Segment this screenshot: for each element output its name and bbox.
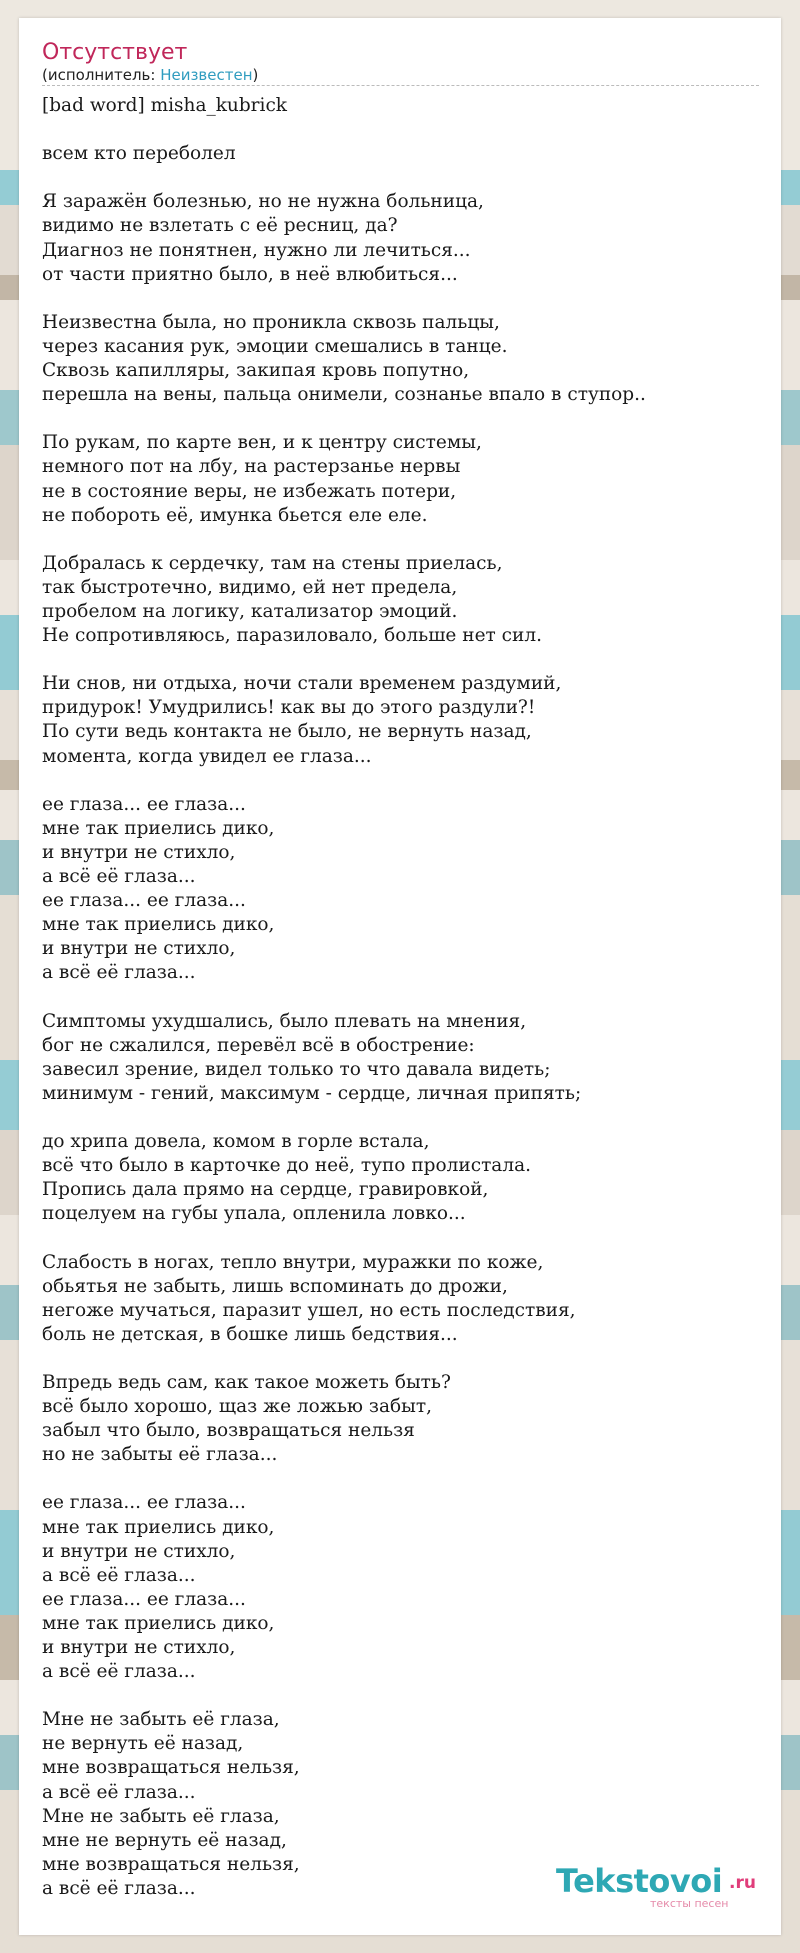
performer-suffix: ) — [252, 66, 259, 84]
site-logo[interactable] — [556, 1863, 766, 1915]
lyrics-text: [bad word] misha_kubrick всем кто переболел Я заражён болезнью, но не нужна больница, видимо не взлетать с её ресниц, да? Диагноз не понятнен, нужно ли лечиться... от части приятно было, в неё влюбиться... Неизвестна была, но проникла сквозь пальцы, через касания рук, эмоции смешались в танце. Сквозь капилляры, закипая кровь попутно, перешла на вены, пальца онимели, сознанье впало в ступор.. По рукам, по карте вен, и к центру системы, немного пот на лбу, на растерзанье нервы не в состояние веры, не избежать потери, не побороть её, имунка бьется еле еле. Добралась к сердечку, там на стены приелась, так быстротечно, видимо, ей нет предела, пробелом на логику, катализатор эмоций. Не сопротивляюсь, паразиловало, больше нет сил. Ни снов, ни отдыха, ночи стали временем раздумий, придурок! Умудрились! как вы до этого раздули?! По сути ведь контакта не было, не вернуть назад, момента, когда увидел ее глаза... ее глаза... ее глаза... мне так приелись дико, и внутри не стихло, а всё её глаза... ее глаза... ее глаза... мне так приелись дико, и внутри не стихло, а всё её глаза... Симптомы ухудшались, было плевать на мнения, бог не сжалился, перевёл всё в обострение: завесил зрение, видел только то что давала видеть; минимум - гений, максимум - сердце, личная припять; до хрипа довела, комом в горле встала, всё что было в карточке до неё, тупо пролистала. Пропись дала прямо на сердце, гравировкой, поцелуем на губы упала, опленила ловко... Слабость в ногах, тепло внутри, муражки по коже, обьятья не забыть, лишь вспоминать до дрожи, негоже мучаться, паразит ушел, но есть последствия, боль не детская, в бошке лишь бедствия... Впредь ведь сам, как такое можеть быть? всё было хорошо, щаз же ложью забыт, забыл что было, возвращаться нельзя но не забыты её глаза... ее глаза... ее глаза... мне так приелись дико, и внутри не стихло, а всё её глаза... ее глаза... ее глаза... мне так приелись дико, и внутри не стихло, а всё её глаза... Мне не забыть её глаза, не вернуть её назад, мне возвращаться нельзя, а всё её глаза... Мне не забыть её глаза, мне не вернуть её назад, мне возвращаться нельзя, а всё её глаза... — [42, 95, 646, 1899]
performer-line — [42, 66, 759, 86]
logo-tld: .ru — [729, 1873, 756, 1893]
song-title: Отсутствует — [42, 40, 188, 65]
logo-name: Tekstovoi — [556, 1862, 723, 1900]
performer-link[interactable]: Неизвестен — [160, 66, 253, 84]
logo-tagline: тексты песен — [650, 1897, 729, 1910]
performer-prefix: (исполнитель: — [42, 66, 161, 84]
lyrics-sheet — [19, 18, 781, 1935]
